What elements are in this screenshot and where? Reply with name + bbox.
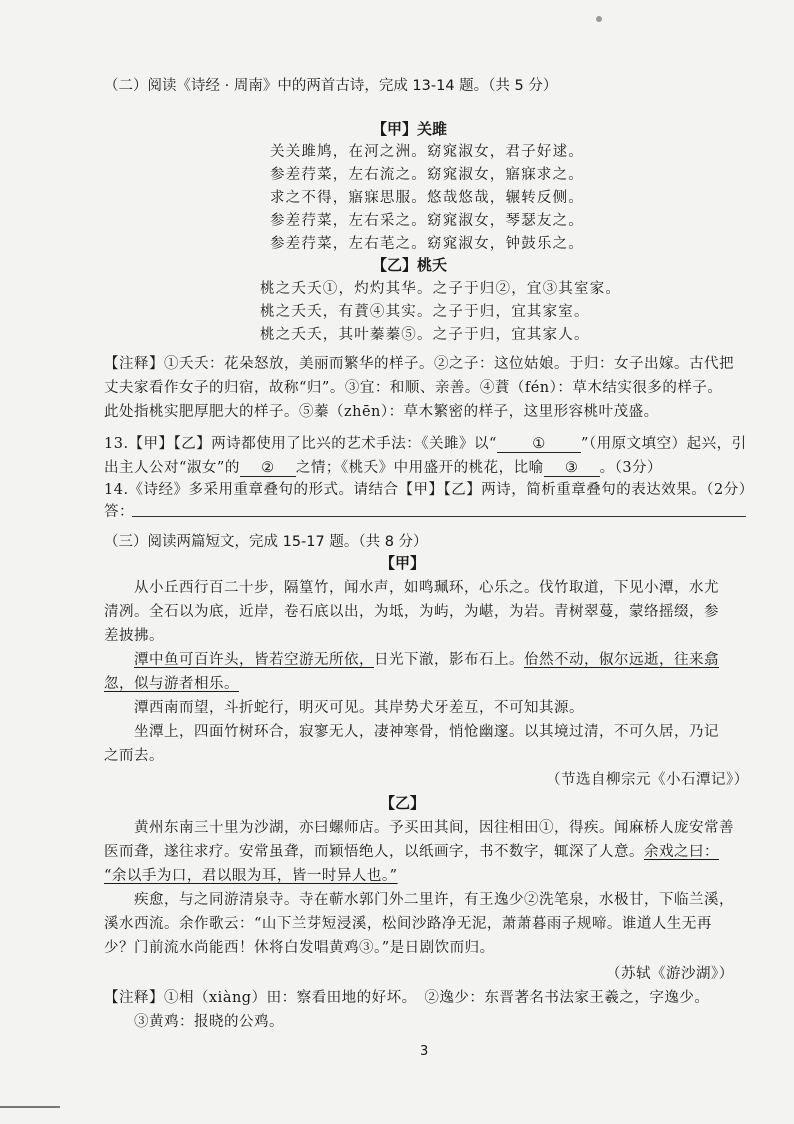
passage-line: 溪水西流。余作歌云：“山下兰芽短浸溪，松间沙路净无泥，萧萧暮雨子规啼。谁道人生无再 bbox=[104, 916, 712, 932]
note-line: 丈夫家看作女子的归宿，故称“归”。③宜：和顺、亲善。④蕡（fén）：草木结实很多的样子。 bbox=[104, 380, 723, 396]
passage-line: 从小丘西行百二十步，隔篁竹，闻水声，如鸣珮环，心乐之。伐竹取道，下见小潭，水尤 bbox=[134, 580, 719, 596]
poem-line: 参差荇菜，左右采之。窈窕淑女，琴瑟友之。 bbox=[270, 213, 584, 229]
question-13-line1 bbox=[104, 432, 747, 453]
passage-line: 疾愈，与之同游清泉寺。寺在蕲水郭门外二里许，有王逸少②洗笔泉，水极甘，下临兰溪， bbox=[134, 892, 734, 908]
poem-line: 求之不得，寤寐思服。悠哉悠哉，辗转反侧。 bbox=[270, 190, 584, 206]
poem1-title: 【甲】关雎 bbox=[372, 120, 448, 138]
q13-text: 出主人公对“淑女”的 bbox=[104, 460, 240, 476]
poem-line: 桃之夭夭①，灼灼其华。之子于归②，宜③其室家。 bbox=[260, 281, 622, 297]
underlined-sentence: 余戏之曰： bbox=[644, 844, 719, 860]
poem-line: 关关雎鸠，在河之洲。窈窕淑女，君子好逑。 bbox=[270, 144, 584, 160]
q13-blank-1[interactable]: ① bbox=[497, 436, 581, 453]
passage-line: 清冽。全石以为底，近岸，卷石底以出，为坻，为屿，为嵁，为岩。青树翠蔓，蒙络摇缀，参 bbox=[104, 604, 719, 620]
note-line: 此处指桃实肥厚肥大的样子。⑤蓁（zhēn）：草木繁密的样子，这里形容桃叶茂盛。 bbox=[104, 404, 659, 420]
q13-blank-2[interactable]: ② bbox=[240, 460, 296, 477]
passage-line: 之而去。 bbox=[104, 748, 164, 764]
passage-line bbox=[134, 648, 719, 669]
q13-text: 13.【甲】【乙】两诗都使用了比兴的艺术手法：《关雎》以“ bbox=[104, 436, 497, 452]
question-13-line2 bbox=[104, 456, 662, 477]
plain-sentence: 日光下澈，影布石上。 bbox=[374, 652, 524, 668]
section3-heading: （三）阅读两篇短文，完成 15-17 题。（共 8 分） bbox=[104, 534, 428, 550]
passage-line bbox=[104, 672, 239, 693]
underlined-sentence: “余以手为口，君以眼为耳，皆一时异人也。” bbox=[104, 868, 398, 884]
poem-line: 参差荇菜，左右芼之。窈窕淑女，钟鼓乐之。 bbox=[270, 236, 584, 252]
underlined-sentence: 佁然不动，俶尔远逝，往来翕 bbox=[524, 652, 719, 668]
underlined-sentence: 潭中鱼可百许头，皆若空游无所依， bbox=[134, 652, 374, 668]
passage-line: 黄州东南三十里为沙湖，亦曰螺师店。予买田其间，因往相田①，得疾。闻麻桥人庞安常善 bbox=[134, 820, 734, 836]
passage-line: 坐潭上，四面竹树环合，寂寥无人，凄神寒骨，悄怆幽邃。以其境过清，不可久居，乃记 bbox=[134, 724, 719, 740]
passage-line: 潭西南而望，斗折蛇行，明灭可见。其岸势犬牙差互，不可知其源。 bbox=[134, 700, 584, 716]
q14-answer-label: 答： bbox=[104, 504, 134, 520]
poem2-title: 【乙】桃夭 bbox=[372, 256, 448, 274]
passage2-source: （苏轼《游沙湖》） bbox=[606, 966, 734, 982]
poem-line: 参差荇菜，左右流之。窈窕淑女，寤寐求之。 bbox=[270, 167, 584, 183]
note-line: 【注释】①夭夭：花朵怒放，美丽而繁华的样子。②之子：这位姑娘。于归：女子出嫁。古代把 bbox=[104, 356, 734, 372]
question-14: 14.《诗经》多采用重章叠句的形式。请结合【甲】【乙】两诗，简析重章叠句的表达效果。（2分） bbox=[104, 482, 754, 498]
section2-heading: （二）阅读《诗经 · 周南》中的两首古诗，完成 13-14 题。（共 5 分） bbox=[104, 78, 558, 94]
poem-line: 桃之夭夭，有蕡④其实。之子于归，宜其家室。 bbox=[260, 304, 590, 320]
scan-mark-bottom bbox=[0, 1106, 60, 1108]
poem-line: 桃之夭夭，其叶蓁蓁⑤。之子于归，宜其家人。 bbox=[260, 327, 590, 343]
passage1-source: （节选自柳宗元《小石潭记》） bbox=[546, 772, 749, 788]
passage1-title: 【甲】 bbox=[380, 554, 426, 572]
q13-text: 。（3分） bbox=[599, 460, 663, 476]
passage-line: 少？门前流水尚能西！休将白发唱黄鸡③。”是日剧饮而归。 bbox=[104, 940, 495, 956]
passage-line: 差披拂。 bbox=[104, 628, 164, 644]
passage2-title: 【乙】 bbox=[380, 794, 426, 812]
q13-text: ”（用原文填空）起兴，引 bbox=[580, 436, 747, 452]
page-number: 3 bbox=[420, 1044, 429, 1059]
q14-answer-line[interactable] bbox=[132, 516, 746, 517]
scan-mark-top bbox=[596, 16, 602, 22]
passage2-notes: 【注释】①相（xiàng）田：察看田地的好坏。 ②逸少：东晋著名书法家王羲之，字逸少。 bbox=[104, 990, 710, 1006]
passage2-notes: ③黄鸡：报晓的公鸡。 bbox=[134, 1014, 284, 1030]
q13-text: 之情；《桃夭》中用盛开的桃花，比喻 bbox=[295, 460, 544, 476]
plain-sentence: 医而聋，遂往求疗。安常虽聋，而颖悟绝人，以纸画字，书不数字，辄深了人意。 bbox=[104, 844, 644, 860]
underlined-sentence: 忽，似与游者相乐。 bbox=[104, 676, 239, 692]
passage-line bbox=[104, 864, 398, 885]
q13-blank-3[interactable]: ③ bbox=[544, 460, 600, 477]
passage-line bbox=[104, 840, 719, 861]
